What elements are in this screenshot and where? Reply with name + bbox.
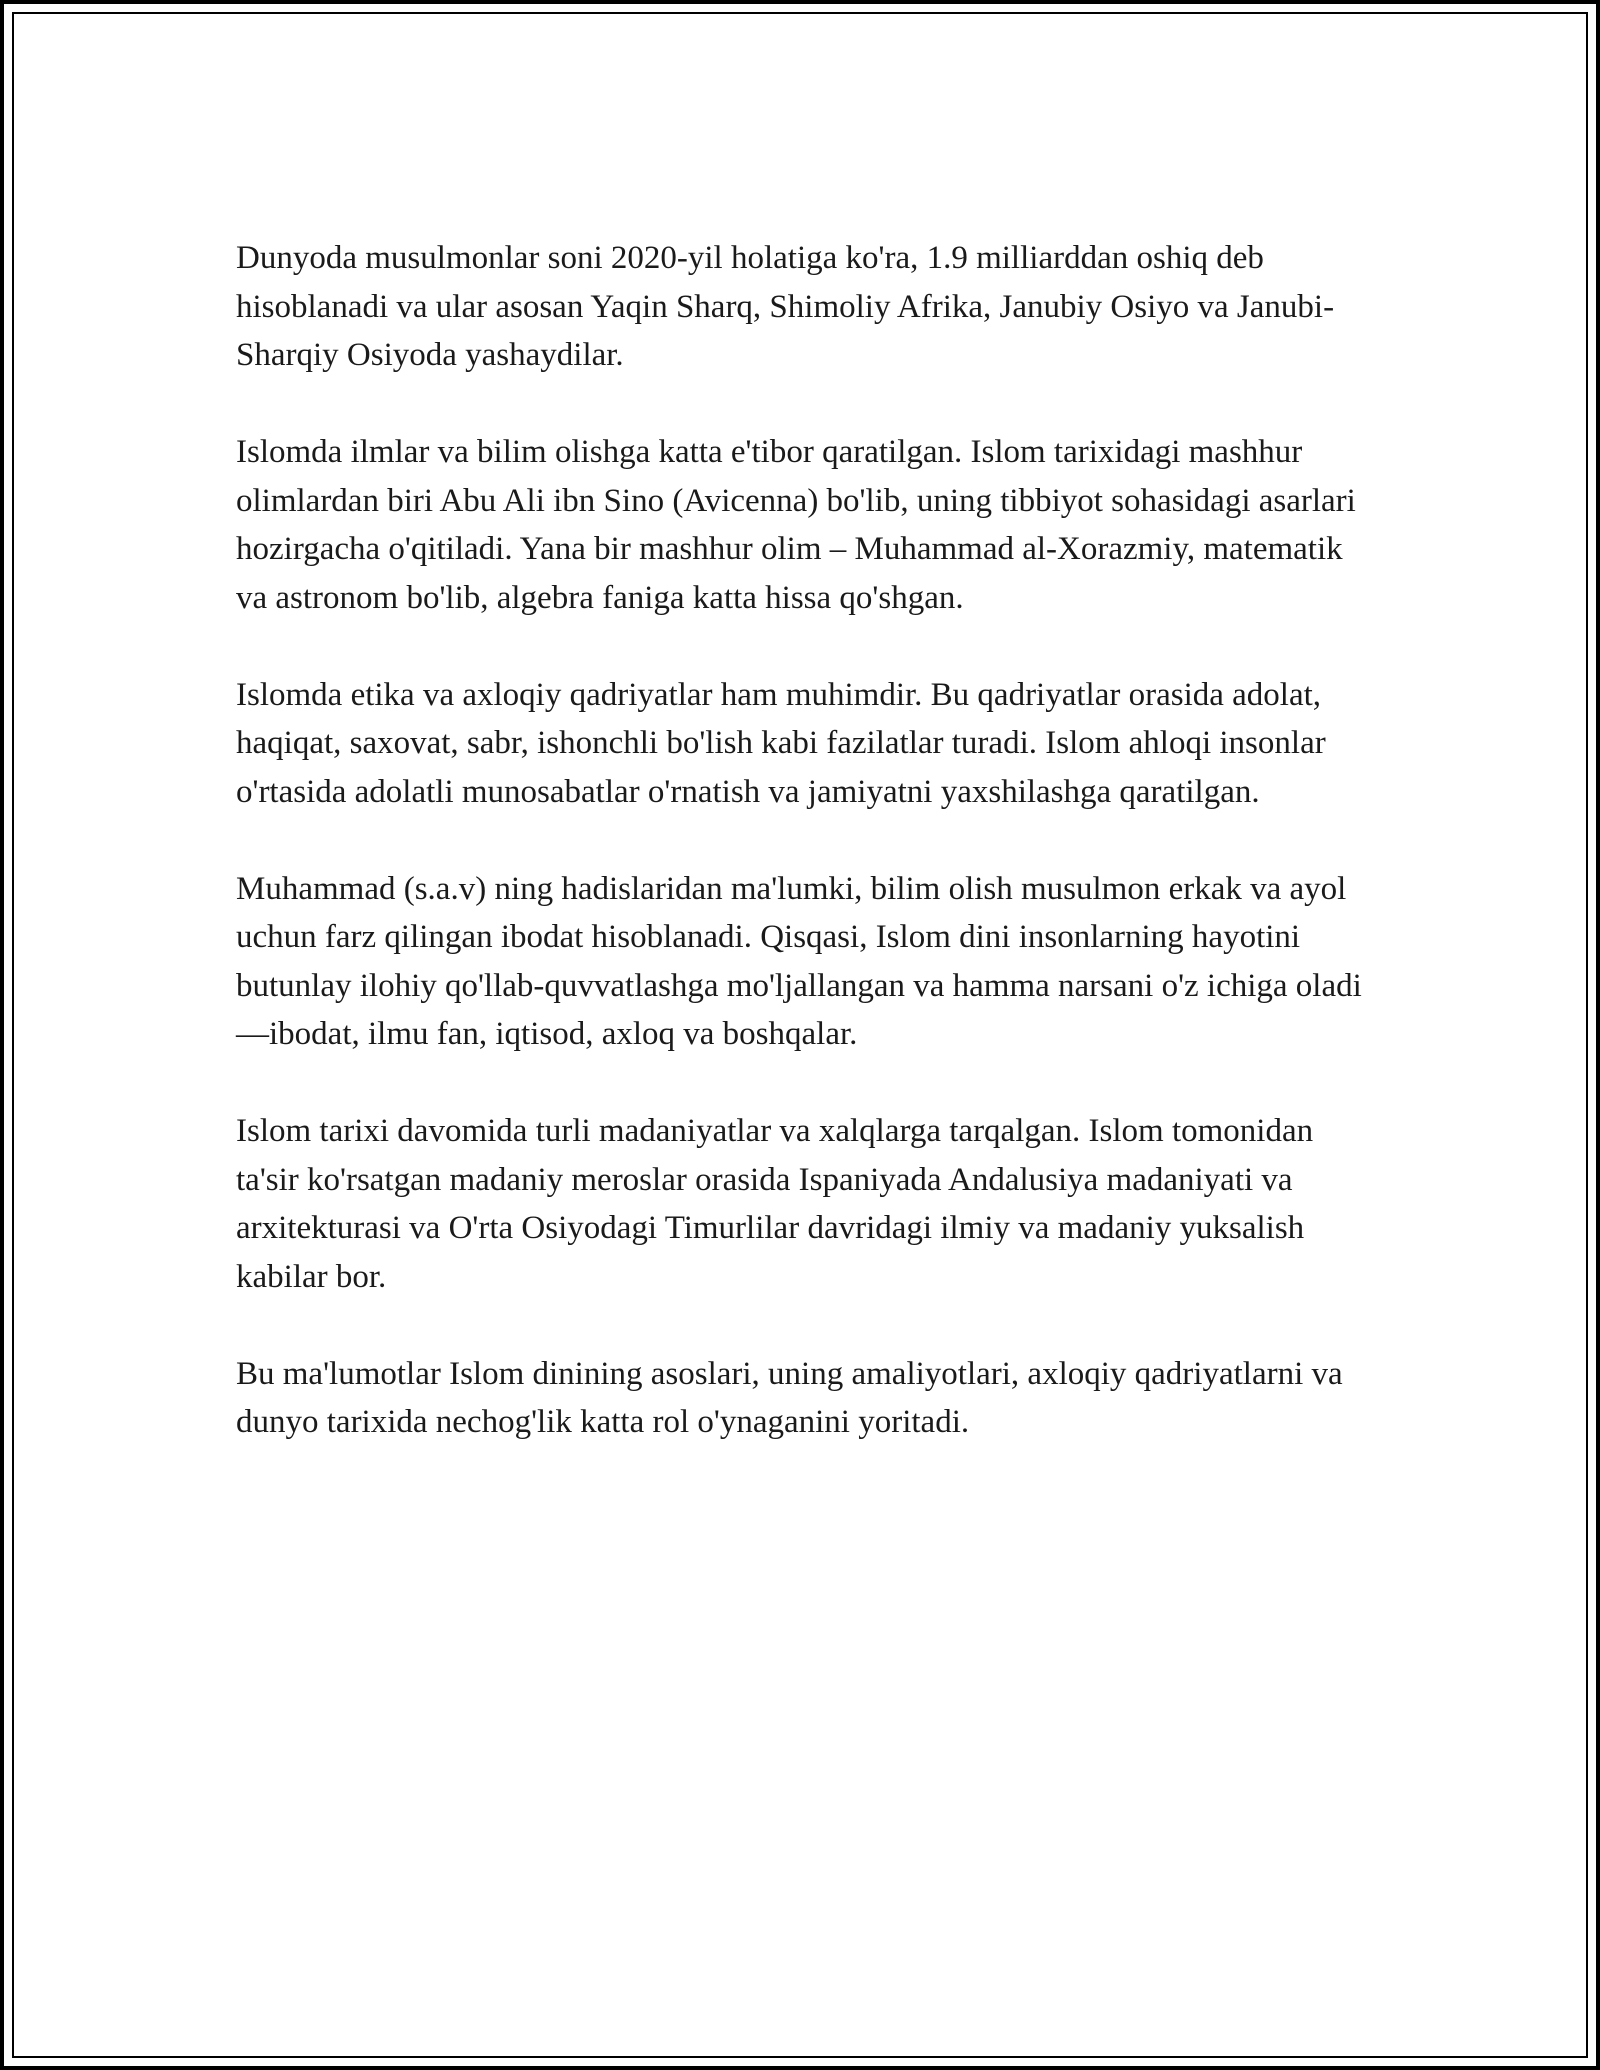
- document-body: [236, 234, 1376, 1495]
- paragraph-cultural-heritage: Islom tarixi davomida turli madaniyatlar va xalqlarga tarqalgan. Islom tomonidan ta'sir ko'rsatgan madaniy meroslar orasida Ispaniyada Andalusiya madaniyati va arxitekturasi va O'rta Osiyodagi Timurlilar davridagi ilmiy va madaniy yuksalish kabilar bor.: [236, 1113, 1314, 1295]
- paragraph-science-and-scholars: Islomda ilmlar va bilim olishga katta e'tibor qaratilgan. Islom tarixidagi mashhur olimlardan biri Abu Ali ibn Sino (Avicenna) bo'lib, uning tibbiyot sohasidagi asarlari hozirgacha o'qitiladi. Yana bir mashhur olim – Muhammad al-Xorazmiy, matematik va astronom bo'lib, algebra faniga katta hissa qo'shgan.: [236, 434, 1356, 616]
- paragraph-muslim-population: Dunyoda musulmonlar soni 2020-yil holatiga ko'ra, 1.9 milliarddan oshiq deb hisoblanadi va ular asosan Yaqin Sharq, Shimoliy Afrika, Janubiy Osiyo va Janubi-Sharqiy Osiyoda yashaydilar.: [236, 240, 1335, 373]
- paragraph-summary: Bu ma'lumotlar Islom dinining asoslari, uning amaliyotlari, axloqiy qadriyatlarni va dunyo tarixida nechog'lik katta rol o'ynaganini yoritadi.: [236, 1355, 1343, 1440]
- paragraph-hadith-knowledge: Muhammad (s.a.v) ning hadislaridan ma'lumki, bilim olish musulmon erkak va ayol uchun farz qilingan ibodat hisoblanadi. Qisqasi, Islom dini insonlarning hayotini butunlay ilohiy qo'llab-quvvatlashga mo'ljallangan va hamma narsani o'z ichiga oladi—ibodat, ilmu fan, iqtisod, axloq va boshqalar.: [236, 870, 1362, 1052]
- paragraph-ethics-and-values: Islomda etika va axloqiy qadriyatlar ham muhimdir. Bu qadriyatlar orasida adolat, haqiqat, saxovat, sabr, ishonchli bo'lish kabi fazilatlar turadi. Islom ahloqi insonlar o'rtasida adolatli munosabatlar o'rnatish va jamiyatni yaxshilashga qaratilgan.: [236, 676, 1326, 810]
